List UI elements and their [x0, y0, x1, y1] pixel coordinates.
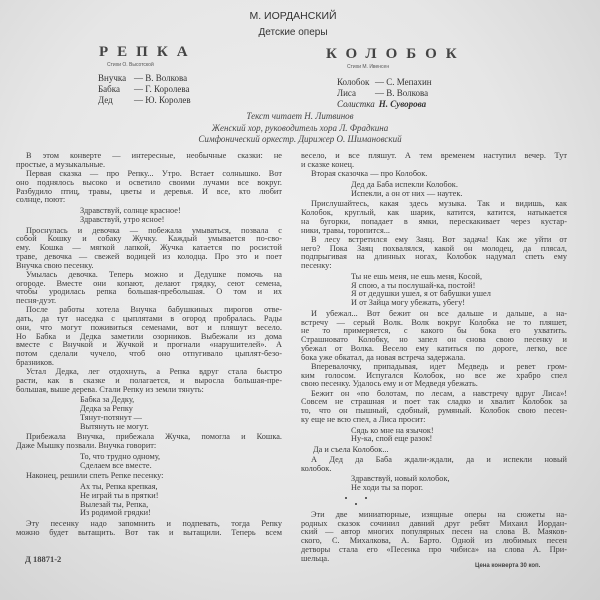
credit-line: Женский хор, руководитель хора Л. Фрадкина	[211, 122, 389, 133]
text-line: шельца.	[301, 554, 330, 563]
text-line: не то примеряется, с какого бы бока его ухватить.	[301, 327, 567, 336]
text-line: подпрыгивая на длинных ногах, Колобок надумал спеть ему	[301, 253, 567, 262]
text-line: Умылась девочка. Теперь можно и Дедушке помочь на	[26, 270, 282, 279]
text-line: Даже Мышку позвали. Внучка говорит:	[16, 442, 157, 450]
text-line: простые, а музыкальные.	[16, 160, 106, 169]
text-line: ский — автор многих популярных песен на слова В. Маяков-	[301, 528, 567, 537]
paragraph	[301, 152, 567, 170]
verse-block	[16, 396, 282, 431]
text-line: Вылезай ты, Репка,	[80, 500, 149, 509]
text-line: Здравствуй, солнце красное!	[80, 207, 181, 215]
poet-credit-kolobok: Стихи М. Ивенсен	[347, 64, 390, 70]
text-line: Бабка за Дедку,	[80, 396, 135, 405]
text-line: огороде. Вместе они копают, делают грядку, сеют семена,	[16, 279, 282, 288]
cast-performer: — Г. Королева	[134, 84, 190, 94]
text-line: на бугорки, попадает в ямки, перескакивает через кустар-	[301, 217, 567, 226]
paragraph	[301, 310, 567, 363]
text-column-left	[16, 152, 282, 538]
text-line: Ты не ешь меня, не ешь меня, Косой,	[351, 272, 483, 281]
divider-dot	[355, 503, 357, 505]
text-line: ники, травы, торопится...	[301, 226, 390, 235]
text-line: Да и съела Колобок...	[313, 446, 389, 454]
text-line: песенку:	[301, 262, 332, 270]
text-line: Проснулась и девочка — побежала умываться, позвала с	[26, 226, 282, 235]
text-line: Устал Дедка, лег отдохнуть, а Репка вдруг стала быстро	[26, 368, 282, 376]
text-line: дать, да тут наседка с цыплятами в огород пробралась. Рады	[16, 315, 282, 323]
text-line: Из родимой грядки!	[80, 509, 151, 518]
text-line: вместе с Внучкой и Жучкой и прогнали «нарушителей». А	[16, 341, 282, 350]
text-line: Не ходи ты за порог.	[351, 484, 423, 492]
text-line: Не играй ты в прятки!	[80, 491, 159, 500]
text-line: ему. Кошка — мягкой лапкой, Жучка катается по росистой	[16, 244, 282, 252]
paragraph	[301, 456, 567, 474]
performance-credits	[0, 111, 600, 146]
text-line: потом сделали чучело, чтоб оно отпугивало цыплят-безо-	[16, 350, 282, 358]
cast-role: Лиса	[337, 88, 357, 98]
text-line: Совсем не страшная и поет так сладко и хвалит Колобок за	[301, 398, 567, 407]
text-line: убежал от Волка. Весело ему катиться по дороге, легко, все	[301, 344, 567, 353]
text-line: весело, и все пляшут. А тем временем наступил вечер. Тут	[301, 152, 567, 160]
text-line: Вперевалочку, припадывая, идет Медведь и ревет гром-	[311, 362, 567, 371]
catalog-number: Д 18871-2	[25, 554, 62, 564]
verse-block	[301, 181, 567, 199]
subtitle: Детские оперы	[258, 27, 328, 38]
text-line: детворы стала его «Песенка про чибиса» на слова А. При-	[301, 545, 567, 554]
paragraph	[301, 446, 567, 455]
text-line: можно будет вытащить. Вот так и вытащили. Теперь всем	[16, 528, 282, 537]
composer-name: М. ИОРДАНСКИЙ	[249, 10, 337, 22]
paragraph	[301, 390, 567, 425]
paragraph	[16, 271, 282, 306]
text-line: ким голосом. Испугался Колобок, но все же храбро спел	[301, 371, 567, 380]
cast-list-kolobok	[337, 77, 432, 110]
text-line: Внучка свою песенку.	[16, 261, 94, 270]
opera-title-repka: РЕПКА	[99, 44, 197, 60]
price-label: Цена конверта 30 коп.	[475, 563, 541, 569]
text-line: Здравствуй, новый колобок,	[351, 475, 450, 484]
verse-block	[16, 453, 282, 471]
cast-performer: — В. Волкова	[134, 73, 188, 83]
text-line: чтобы уродилась репка большая-пребольшая. О том и их	[16, 288, 282, 297]
paragraph	[301, 511, 567, 564]
text-line: Тянут-потянут —	[80, 413, 142, 422]
paragraph	[301, 200, 567, 235]
text-line: После работы хотела Внучка бабушкиных пирогов отве-	[26, 306, 282, 315]
text-line: Дед да Баба испекли Колобок.	[351, 180, 458, 189]
text-line: песня-дуэт.	[16, 297, 57, 305]
text-line: И от Зайца могу убежать, убегу!	[351, 299, 466, 307]
section-divider	[301, 495, 567, 511]
paragraph	[16, 227, 282, 271]
text-line: они, что могут поживиться семенами, вот и пляшут весело.	[16, 323, 282, 332]
text-line: бока уже обкатал, да новая встреча задержала.	[301, 353, 466, 362]
verse-block	[301, 273, 567, 308]
text-line: то, что он пышный, сдобный, румяный. Колобок свою песен-	[301, 407, 567, 415]
text-line: Эти две миниатюрные, изящные оперы на сюжеты на-	[311, 510, 567, 519]
text-line: Дедка за Репку	[80, 405, 133, 413]
cast-row	[98, 84, 191, 95]
text-line: бразников.	[16, 358, 54, 367]
cast-row	[98, 73, 191, 84]
credit-line: Текст читает Н. Литвинов	[246, 111, 354, 121]
paragraph	[16, 520, 282, 538]
text-line: В этом конверте — интересные, необычные сказки: не	[26, 152, 282, 160]
text-line: Я спою, а ты послушай-ка, постой!	[351, 281, 476, 290]
text-line: Ну-ка, спой еще разок!	[351, 435, 433, 444]
text-line: Наконец, решили спеть Репке песенку:	[26, 472, 164, 481]
text-line: Вытянуть не могут.	[80, 422, 149, 431]
text-line: И убежал... Вот бежит он все дальше и дальше, а на-	[311, 309, 567, 318]
cast-role: Бабка	[98, 84, 120, 94]
divider-dot	[365, 497, 367, 499]
paragraph	[16, 368, 282, 394]
text-line: родных сказок сочинил давний друг ребят Михаил Иордан-	[301, 519, 567, 528]
cast-performer: Н. Суворова	[378, 99, 427, 109]
text-line: Прибежала Внучка, прибежала Жучка, помогла и Кошка.	[26, 433, 282, 442]
text-line: солнце, поют:	[16, 196, 66, 205]
text-line: Сделаем все вместе.	[80, 461, 152, 470]
text-line: ку еще не всю спел, а Лиса просит:	[301, 415, 426, 424]
verse-block	[301, 427, 567, 445]
paragraph	[16, 170, 282, 205]
text-line: Прислушайтесь, какая здесь музыка. Так и видишь, как	[311, 200, 567, 209]
credit-line: Симфонический оркестр. Дирижер О. Шимановский	[198, 134, 402, 144]
text-line: расти, как в сказке и полагается, и выросла большая-пре-	[16, 376, 282, 385]
text-line: собой Кошку и собаку Жучку. Каждый умывается по-сво-	[16, 235, 282, 244]
paragraph	[16, 472, 282, 481]
cast-row	[98, 95, 191, 106]
text-line: Ах ты, Репка крепкая,	[80, 483, 158, 491]
text-line: Страшновато Колобку, но запел он снова свою песенку и	[301, 336, 567, 344]
text-line: Бежит он «по болотам, по лесам, а навстречу вдруг Лиса»!	[311, 389, 567, 398]
text-line: траве, девочка — свежей водицей из колодца. Про это и поет	[16, 252, 282, 261]
paragraph	[16, 433, 282, 451]
poet-credit-repka: Стихи О. Высотской	[107, 62, 154, 68]
cast-role: Солистка	[337, 99, 375, 109]
paragraph	[301, 170, 567, 179]
cast-row	[337, 77, 432, 88]
text-line: А Дед да Баба ждали-ждали, да и испекли новый	[311, 455, 567, 464]
paragraph	[16, 306, 282, 367]
text-line: Эту песенку надо запомнить и подпевать, тогда Репку	[26, 520, 282, 528]
divider-dot	[345, 497, 347, 499]
text-line: То, что трудно одному,	[80, 452, 161, 461]
verse-block	[16, 483, 282, 518]
text-line: Вторая сказочка — про Колобок.	[311, 170, 428, 178]
text-line: большая, выше дерева. Стали Репку из земли тянуть:	[16, 385, 204, 394]
text-line: встречу — серый Волк. Волк вокруг Колобка не то пляшет,	[301, 318, 567, 327]
cast-row	[337, 88, 432, 99]
text-line: колобок.	[301, 464, 332, 473]
cast-performer: — Ю. Королев	[134, 95, 191, 105]
paragraph	[301, 363, 567, 389]
text-line: Испекли, а он от них — наутек.	[351, 189, 463, 198]
cast-performer: — В. Волкова	[375, 88, 429, 98]
text-line: В лесу встретился ему Заяц. Вот задача! Как же уйти от	[311, 235, 567, 244]
verse-block	[301, 475, 567, 493]
text-line: оно поднялось высоко и осветило своими лучами все вокруг.	[16, 178, 282, 187]
text-line: Но Бабка и Дедка заметили озорников. Выбежали из дома	[16, 332, 282, 341]
verse-block	[16, 207, 282, 225]
text-line: Разбудило птиц, травы, цветы и деревья. И все, кто любит	[16, 187, 282, 196]
cast-performer: — С. Мепахин	[375, 77, 432, 87]
text-line: Здравствуй, утро ясное!	[80, 215, 165, 224]
text-line: ского, С. Михалкова, А. Барто. Одной из любимых песен	[301, 537, 567, 545]
text-line: него? Пока Заяц похвалялся, какой он молодец, да плясал,	[301, 244, 567, 253]
cast-row	[337, 99, 432, 110]
text-line: Я от дедушки ушел, я от бабушки ушел	[351, 290, 491, 299]
paragraph	[301, 236, 567, 271]
cast-role: Дед	[98, 95, 113, 105]
text-line: Колобок, круглый, как шарик, катится, катится, натыкается	[301, 209, 567, 217]
text-line: Первая сказка — про Репку... Утро. Встает солнышко. Вот	[26, 170, 282, 178]
opera-title-kolobok: КОЛОБОК	[326, 46, 466, 62]
cast-role: Колобок	[337, 77, 370, 87]
cast-role: Внучка	[98, 73, 127, 83]
cast-list-repka	[98, 73, 191, 106]
text-line: Сядь ко мне на язычок!	[351, 426, 434, 435]
paragraph	[16, 152, 282, 170]
text-line: и сказке конец.	[301, 160, 355, 169]
text-line: свою песенку. Удалось ему и от Медведя убежать.	[301, 380, 478, 389]
text-column-right	[301, 152, 567, 564]
